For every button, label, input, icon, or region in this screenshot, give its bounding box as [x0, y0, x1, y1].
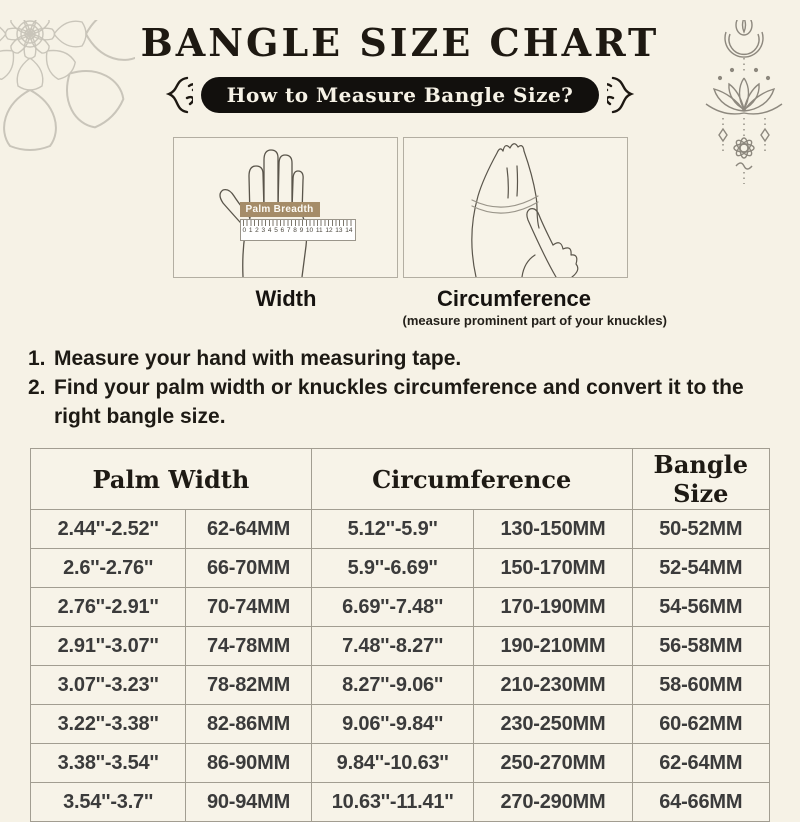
- bangle-size-table: [30, 448, 770, 822]
- header-palm-width: Palm Width: [31, 449, 312, 510]
- cell-palm-mm: 86-90MM: [186, 744, 312, 783]
- table-row: [31, 588, 770, 627]
- cell-circ-in: 5.12''-5.9'': [311, 510, 474, 549]
- palm-breadth-label: Palm Breadth: [240, 202, 320, 217]
- cell-palm-in: 2.91''-3.07'': [31, 627, 186, 666]
- cell-circ-in: 8.27''-9.06'': [311, 666, 474, 705]
- cell-bangle-size: 56-58MM: [632, 627, 769, 666]
- cell-circ-mm: 230-250MM: [474, 705, 632, 744]
- table-row: [31, 705, 770, 744]
- cell-bangle-size: 58-60MM: [632, 666, 769, 705]
- flourish-left-icon: [153, 74, 193, 116]
- ruler-ticks: [243, 220, 353, 226]
- cell-bangle-size: 50-52MM: [632, 510, 769, 549]
- cell-palm-in: 3.38''-3.54'': [31, 744, 186, 783]
- step-text: Find your palm width or knuckles circumference and convert it to the right bangle size.: [54, 376, 744, 428]
- header-bangle-size: Bangle Size: [632, 449, 769, 510]
- instruction-step-1: [28, 344, 770, 373]
- cell-palm-mm: 62-64MM: [186, 510, 312, 549]
- cell-palm-in: 3.07''-3.23'': [31, 666, 186, 705]
- header-circumference: Circumference: [311, 449, 632, 510]
- cell-bangle-size: 54-56MM: [632, 588, 769, 627]
- cell-palm-mm: 78-82MM: [186, 666, 312, 705]
- cell-bangle-size: 52-54MM: [632, 549, 769, 588]
- circumference-measure-box: [403, 137, 628, 278]
- flourish-right-icon: [607, 74, 647, 116]
- cell-circ-in: 6.69''-7.48'': [311, 588, 474, 627]
- table-row: [31, 744, 770, 783]
- cell-palm-mm: 74-78MM: [186, 627, 312, 666]
- cell-palm-mm: 90-94MM: [186, 783, 312, 822]
- cell-circ-in: 5.9''-6.69'': [311, 549, 474, 588]
- table-row: [31, 783, 770, 822]
- step-number: 2.: [28, 376, 46, 399]
- cell-palm-mm: 70-74MM: [186, 588, 312, 627]
- cell-palm-in: 2.76''-2.91'': [31, 588, 186, 627]
- cell-circ-mm: 250-270MM: [474, 744, 632, 783]
- cell-palm-in: 2.44''-2.52'': [31, 510, 186, 549]
- width-measure-box: [173, 137, 398, 278]
- table-row: [31, 510, 770, 549]
- cell-circ-mm: 210-230MM: [474, 666, 632, 705]
- hand-with-tape-icon: [404, 138, 627, 277]
- cell-palm-mm: 66-70MM: [186, 549, 312, 588]
- cell-bangle-size: 62-64MM: [632, 744, 769, 783]
- instructions: [28, 344, 770, 431]
- cell-circ-in: 9.84''-10.63'': [311, 744, 474, 783]
- table-row: [31, 666, 770, 705]
- ruler: [240, 219, 356, 241]
- how-to-measure-banner: [0, 74, 800, 116]
- cell-circ-mm: 130-150MM: [474, 510, 632, 549]
- instruction-step-2: [28, 373, 770, 431]
- cell-circ-in: 10.63''-11.41'': [311, 783, 474, 822]
- circumference-note: (measure prominent part of your knuckles): [402, 313, 667, 328]
- table-header-row: [31, 449, 770, 510]
- cell-palm-in: 3.22''-3.38'': [31, 705, 186, 744]
- cell-circ-in: 7.48''-8.27'': [311, 627, 474, 666]
- table-row: [31, 627, 770, 666]
- page-title: BANGLE SIZE CHART: [140, 20, 660, 65]
- how-to-measure-pill: How to Measure Bangle Size?: [201, 77, 600, 113]
- table-row: [31, 549, 770, 588]
- cell-circ-mm: 170-190MM: [474, 588, 632, 627]
- cell-palm-mm: 82-86MM: [186, 705, 312, 744]
- cell-circ-in: 9.06''-9.84'': [311, 705, 474, 744]
- ruler-numbers: 0 1 2 3 4 5 6 7 8 9 10 11 12 13 14: [242, 227, 353, 234]
- cell-palm-in: 2.6''-2.76'': [31, 549, 186, 588]
- circumference-caption: Circumference: [436, 286, 592, 311]
- cell-bangle-size: 60-62MM: [632, 705, 769, 744]
- width-caption: Width: [255, 286, 317, 311]
- cell-circ-mm: 270-290MM: [474, 783, 632, 822]
- step-number: 1.: [28, 347, 46, 370]
- cell-palm-in: 3.54''-3.7'': [31, 783, 186, 822]
- cell-circ-mm: 150-170MM: [474, 549, 632, 588]
- cell-circ-mm: 190-210MM: [474, 627, 632, 666]
- step-text: Measure your hand with measuring tape.: [54, 347, 462, 370]
- cell-bangle-size: 64-66MM: [632, 783, 769, 822]
